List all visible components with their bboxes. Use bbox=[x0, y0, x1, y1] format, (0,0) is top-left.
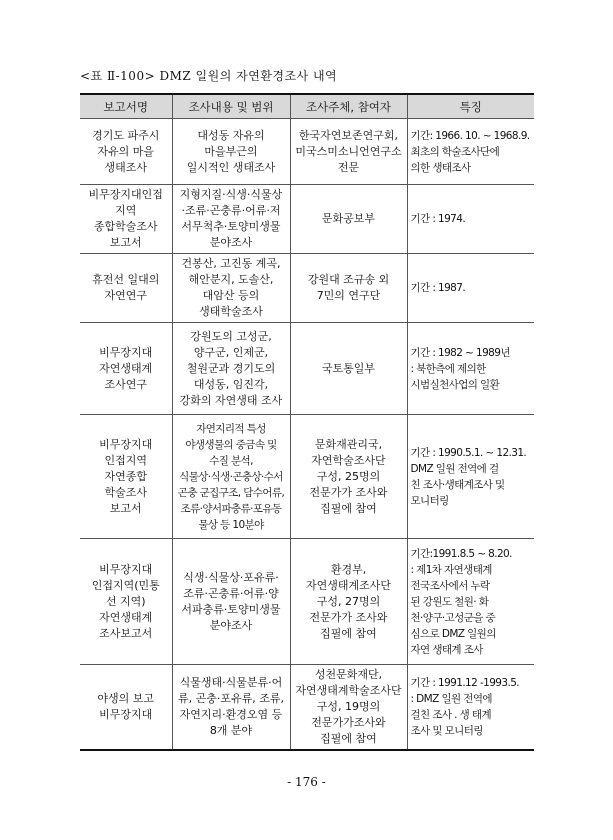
cell-line: 자연종합 bbox=[104, 469, 147, 483]
table-row bbox=[80, 665, 534, 751]
header-scope: 조사내용 및 범위 bbox=[172, 94, 290, 119]
cell-line: 전국조사에서 누락 bbox=[410, 579, 490, 592]
header-report-name: 보고서명 bbox=[80, 94, 172, 119]
cell-line: 생태조사 bbox=[104, 160, 147, 174]
cell-line: 인접지역(민통 bbox=[91, 578, 160, 592]
cell-line: 자연생태계조사단 bbox=[305, 578, 391, 592]
cell-line: 분야조사 bbox=[209, 618, 253, 632]
cell-report-name bbox=[80, 119, 172, 185]
cell-line: 철원군과 경기도의 bbox=[186, 361, 276, 375]
cell-line: 분야조사 bbox=[209, 236, 253, 249]
cell-line: 야생생물의 중금속 및 bbox=[185, 438, 277, 451]
cell-feature bbox=[407, 415, 534, 539]
cell-line: 기간 : 1990.5.1. ~ 12.31. bbox=[410, 446, 527, 459]
table-caption: <표 Ⅱ-100> DMZ 일원의 자연환경조사 내역 bbox=[80, 69, 338, 83]
cell-line: 비무장지대 bbox=[99, 562, 153, 576]
cell-line: 기간: 1966. 10. ~ 1968.9. bbox=[410, 129, 530, 142]
cell-feature bbox=[407, 254, 534, 323]
cell-line: 7민의 연구단 bbox=[316, 289, 381, 302]
cell-line: 식생·식물상·포유류· bbox=[183, 570, 279, 584]
cell-line: 문화공보부 bbox=[321, 212, 376, 225]
cell-line: 자유의 마을 bbox=[97, 144, 155, 158]
cell-line: 기간 : 1974. bbox=[410, 213, 466, 225]
cell-report-name bbox=[80, 323, 172, 415]
cell-line: 식물생태·식물분류·어 bbox=[179, 676, 283, 689]
cell-line: 대성동, 임진각, bbox=[193, 377, 269, 391]
cell-line: 종합학술조사 bbox=[93, 220, 158, 233]
cell-line: 비무장지대 bbox=[99, 437, 153, 451]
cell-line: 모니터링 bbox=[410, 494, 449, 507]
cell-line: 기간:1991.8.5 ~ 8.20. bbox=[410, 547, 512, 560]
cell-scope bbox=[172, 323, 290, 415]
cell-line: : 제1차 자연생태계 bbox=[410, 563, 492, 576]
cell-line: 조류·곤충류·어류·양 bbox=[183, 586, 279, 600]
cell-line: 비무장지대 bbox=[99, 708, 153, 721]
cell-line: 강화의 자연생태 조사 bbox=[179, 393, 283, 407]
header-agency: 조사주체, 참여자 bbox=[290, 94, 407, 119]
cell-line: 류, 곤충·포유류, 조류, bbox=[178, 692, 284, 705]
cell-line: 마을부근의 bbox=[204, 144, 258, 158]
cell-line: 기간 : 1991.12 -1993.5. bbox=[410, 677, 520, 689]
cell-line: 일시적인 생태조사 bbox=[186, 160, 276, 174]
cell-line: 자연연구 bbox=[104, 289, 147, 302]
table-row bbox=[80, 415, 534, 539]
table-row bbox=[80, 539, 534, 665]
cell-line: 생태학술조사 bbox=[199, 305, 263, 318]
cell-line: 조류·양서파충류·포유동 bbox=[180, 502, 282, 515]
cell-line: 서무척추·토양미생물 bbox=[181, 220, 281, 233]
cell-report-name bbox=[80, 185, 172, 254]
cell-line: 의한 생태조사 bbox=[410, 161, 471, 174]
cell-line: 자연 생태계 조사 bbox=[410, 643, 483, 656]
cell-line: 보고서 bbox=[109, 501, 142, 515]
cell-line: 지역 bbox=[115, 204, 137, 217]
cell-scope bbox=[172, 119, 290, 185]
cell-line: 건봉산, 고진동 계곡, bbox=[181, 257, 281, 270]
cell-line: 대암산 등의 bbox=[202, 289, 260, 302]
cell-line: 국토통일부 bbox=[321, 361, 376, 375]
cell-line: DMZ 일원 전역에 걸 bbox=[410, 462, 499, 475]
cell-agency bbox=[290, 185, 407, 254]
cell-feature bbox=[407, 539, 534, 665]
cell-report-name bbox=[80, 254, 172, 323]
cell-line: 시범실천사업의 일환 bbox=[410, 378, 500, 391]
cell-line: 친 조사·생태계조사 및 bbox=[410, 478, 505, 491]
cell-line: 선 지역) bbox=[105, 594, 146, 608]
cell-line: 야생의 보고 bbox=[97, 692, 155, 705]
cell-line: 된 강원도 철원· 화 bbox=[410, 595, 489, 608]
cell-agency bbox=[290, 415, 407, 539]
cell-line: 전문가가조사와 bbox=[311, 716, 386, 729]
cell-line: 휴전선 일대의 bbox=[92, 273, 160, 286]
cell-line: 8개 분야 bbox=[209, 724, 253, 737]
cell-line: 해안분지, 도솔산, bbox=[188, 273, 274, 286]
cell-line: 물상 등 10분야 bbox=[198, 518, 264, 531]
cell-line: 비무장지대인접 bbox=[88, 188, 163, 201]
cell-agency bbox=[290, 323, 407, 415]
cell-line: 자연생태계 bbox=[99, 361, 153, 375]
cell-scope bbox=[172, 665, 290, 751]
cell-line: 구성, 19명의 bbox=[316, 700, 381, 713]
cell-feature bbox=[407, 323, 534, 415]
cell-line: 기간 : 1987. bbox=[410, 282, 466, 294]
cell-line: 구성, 27명의 bbox=[316, 594, 381, 608]
cell-scope bbox=[172, 254, 290, 323]
cell-line: 환경부, bbox=[330, 562, 367, 576]
cell-line: 천·양구·고성군을 중 bbox=[410, 611, 496, 624]
cell-line: 성천문화재단, bbox=[314, 668, 383, 681]
cell-line: : DMZ 일원 전역에 bbox=[410, 693, 492, 705]
cell-agency bbox=[290, 665, 407, 751]
cell-line: 걸친 조사 . 생 태계 bbox=[410, 709, 491, 721]
cell-line: 경기도 파주시 bbox=[92, 128, 160, 142]
cell-line: 조사연구 bbox=[104, 377, 147, 391]
cell-line: 식물상·식생·곤충상·수서 bbox=[179, 470, 283, 483]
cell-line: 양구군, 인제군, bbox=[193, 345, 269, 359]
cell-line: 한국자연보존연구회, bbox=[298, 128, 399, 142]
cell-line: ·조류·곤충류·어류·저 bbox=[181, 204, 281, 217]
cell-agency bbox=[290, 539, 407, 665]
cell-report-name bbox=[80, 665, 172, 751]
cell-feature bbox=[407, 119, 534, 185]
cell-feature bbox=[407, 665, 534, 751]
cell-line: 조사보고서 bbox=[99, 626, 153, 640]
header-row bbox=[80, 94, 534, 119]
cell-feature bbox=[407, 185, 534, 254]
cell-scope bbox=[172, 539, 290, 665]
cell-line: 문화재관리국, bbox=[314, 437, 383, 451]
cell-line: 조사 및 모니터링 bbox=[410, 725, 483, 737]
header-feature: 특징 bbox=[407, 94, 534, 119]
cell-line: 자연생태계학술조사단 bbox=[295, 684, 402, 697]
cell-agency bbox=[290, 254, 407, 323]
cell-line: 구성, 25명의 bbox=[316, 469, 381, 483]
table-row bbox=[80, 254, 534, 323]
page-number: - 176 - bbox=[287, 775, 326, 789]
cell-scope bbox=[172, 415, 290, 539]
cell-scope bbox=[172, 185, 290, 254]
cell-line: 자연지리적 특성 bbox=[196, 422, 266, 435]
cell-line: 지형지질·식생·식물상 bbox=[179, 188, 283, 201]
table-row bbox=[80, 185, 534, 254]
cell-line: 집필에 참여 bbox=[320, 501, 377, 515]
cell-line: 자연학술조사단 bbox=[311, 453, 386, 467]
cell-agency bbox=[290, 119, 407, 185]
cell-line: 전문가가 조사와 bbox=[309, 485, 388, 499]
cell-line: 기간 : 1982 ~ 1989년 bbox=[410, 346, 510, 359]
cell-line: 자연생태계 bbox=[99, 610, 153, 624]
cell-line: 보고서 bbox=[109, 236, 142, 249]
table-row bbox=[80, 119, 534, 185]
cell-line: 강원도의 고성군, bbox=[190, 329, 272, 343]
cell-line: : 북한측에 제의한 bbox=[410, 362, 486, 375]
cell-report-name bbox=[80, 539, 172, 665]
cell-line: 대성동 자유의 bbox=[197, 128, 265, 142]
cell-line: 최초의 학술조사단에 bbox=[410, 145, 500, 158]
cell-line: 전문 bbox=[337, 160, 360, 174]
table-row bbox=[80, 323, 534, 415]
cell-line: 자연지리·환경오염 등 bbox=[179, 708, 283, 721]
cell-line: 미국스미소니언연구소 bbox=[295, 144, 402, 158]
cell-line: 전문가가 조사와 bbox=[309, 610, 388, 624]
cell-line: 집필에 참여 bbox=[320, 732, 377, 745]
cell-line: 심으로 DMZ 일원의 bbox=[410, 627, 496, 640]
cell-line: 수질 분석, bbox=[209, 454, 253, 467]
cell-line: 인접지역 bbox=[104, 453, 147, 467]
survey-table bbox=[80, 93, 534, 751]
cell-line: 학술조사 bbox=[104, 485, 147, 499]
cell-line: 집필에 참여 bbox=[320, 626, 377, 640]
cell-report-name bbox=[80, 415, 172, 539]
cell-line: 곤충 군집구조, 담수어류, bbox=[177, 486, 285, 499]
cell-line: 서파충류·토양미생물 bbox=[181, 602, 281, 616]
cell-line: 강원대 조규송 외 bbox=[307, 273, 390, 286]
cell-line: 비무장지대 bbox=[99, 345, 153, 359]
